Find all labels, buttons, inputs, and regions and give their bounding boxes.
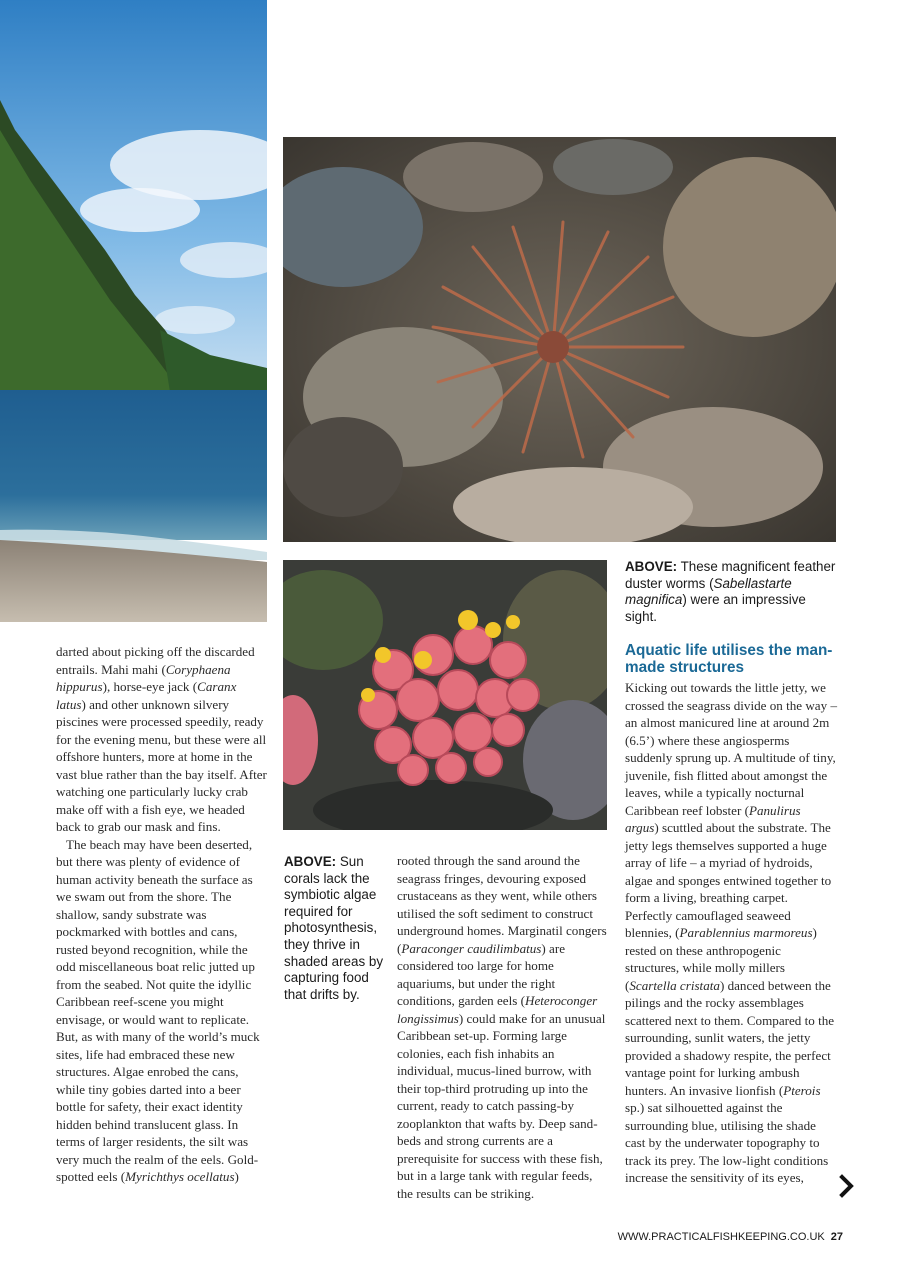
body-paragraph: darted about picking off the discarded entrails. Mahi mahi (Coryphaena hippurus), horse-eye jack (Caranx latus) and other unknown silvery piscines were processed speedily, ready for the evening menu, but these were all offshore hunters, more at home in the vast blue rather than the bay itself. After watching one particularly lucky crab make off with a fish eye, we headed back to grab our mask and fins. xyxy=(56,644,267,834)
body-paragraph: The beach may have been deserted, but there was plenty of evidence of human activity beneath the surface as we swam out from the shore. The shallow, sandy substrate was pockmarked with bottles and cans, rusted beyond recognition, while the odd miscellaneous boat relic jutted up from the seabed. Not quite the idyllic Caribbean reef-scene you might envisage, or would want to replicate. But, as with many of the world’s muck sites, life had embraced these new structures. Algae enrobed the cans, while tiny gobies darted into a beer bottle for safety, their exact identity hidden behind translucent glass. In terms of larger residents, the silt was very much the realm of the eels. Gold-spotted eels (Myrichthys ocellatus) xyxy=(56,836,260,1184)
beach-mountain-photo xyxy=(0,0,267,622)
worm-photo-caption: ABOVE: These magnificent feather duster worms (Sabellastarte magnifica) were an impressive sight. xyxy=(625,559,836,624)
feather-duster-worm-photo xyxy=(283,137,836,542)
body-column-2 xyxy=(397,852,609,1202)
sun-coral-photo xyxy=(283,560,607,830)
body-paragraph: Kicking out towards the little jetty, we crossed the seagrass divide on the way – an almost manicured line at around 2m (6.5’) where these angiosperms suddenly sprung up. A multitude of tiny, juvenile, fish flitted about amongst the leaves, while a typically nocturnal Caribbean reef lobster (Panulirus argus) scuttled about the substrate. The jetty legs themselves supported a huge array of life – a myriad of hydroids, algae and sponges entwined together to form a living, breathing carpet. Perfectly camouflaged seaweed blennies, (Parablennius marmoreus) rested on these anthropogenic structures, while molly millers (Scartella cristata) danced between the pilings and the rocky assemblages scattered next to them. Compared to the surrounding, sunlit waters, the jetty provided a shadowy respite, the perfect vantage point for lurking ambush hunters. An invasive lionfish (Pterois sp.) sat silhouetted against the surrounding blue, utilising the shade cast by the underwater topography to track its prey. The low-light conditions increase the sensitivity of its eyes, xyxy=(625,680,837,1185)
page-number: 27 xyxy=(830,1231,843,1243)
footer-url[interactable]: WWW.PRACTICALFISHKEEPING.CO.UK xyxy=(617,1231,825,1243)
section-subheading: Aquatic life utilises the man-made structures xyxy=(625,642,833,676)
chevron-right-icon[interactable] xyxy=(838,1173,856,1199)
coral-photo-caption: ABOVE: Sun corals lack the symbiotic algae required for photosynthesis, they thrive in shaded areas by capturing food that drifts by. xyxy=(284,854,384,1002)
body-column-1 xyxy=(56,643,268,1186)
page-footer xyxy=(560,1231,843,1243)
body-column-3 xyxy=(625,679,837,1187)
body-paragraph: rooted through the sand around the seagrass fringes, devouring exposed crustaceans as they went, while others utilised the soft sediment to construct underground homes. Marginatil congers (Paraconger caudilimbatus) are considered too large for home aquariums, but under the right conditions, garden eels (Heteroconger longissimus) could make for an unusual Caribbean set-up. Forming large colonies, each fish inhabits an individual, mucus-lined burrow, with their top-third protruding up into the current, ready to catch passing-by zooplankton that wafts by. Deep sand-beds and strong currents are a prerequisite for success with these fish, but in a large tank with regular feeds, the results can be striking. xyxy=(397,853,607,1201)
